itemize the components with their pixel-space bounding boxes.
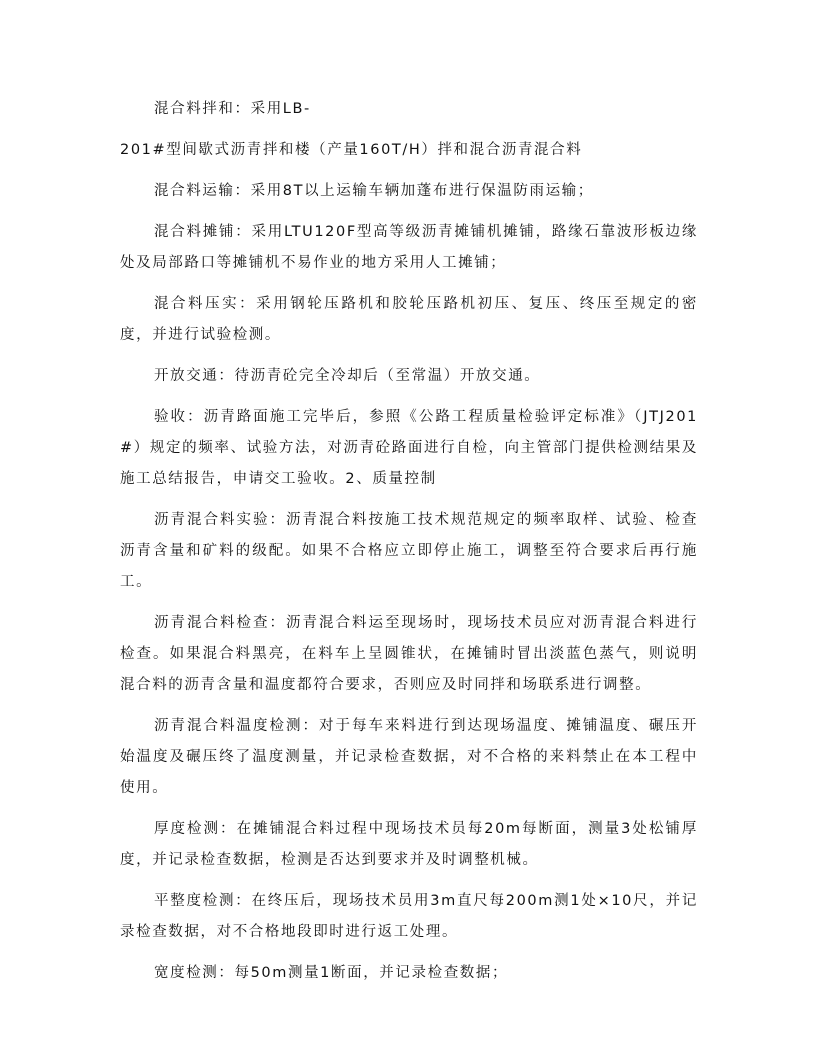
paragraph-mix-transport: 混合料运输：采用8T以上运输车辆加蓬布进行保温防雨运输； bbox=[154, 183, 594, 199]
paragraph-asphalt-test: 沥青混合料实验：沥青混合料按施工技术规范规定的频率取样、试验、检查沥青含量和矿料的级配。如果不合格应立即停止施工，调整至符合要求后再行施工。 bbox=[120, 512, 698, 590]
document-body bbox=[120, 94, 698, 999]
paragraph-open-traffic: 开放交通：待沥青砼完全冷却后（至常温）开放交通。 bbox=[154, 368, 541, 384]
paragraph-acceptance: 验收：沥青路面施工完毕后，参照《公路工程质量检验评定标准》（JTJ201#）规定的频率、试验方法，对沥青砼路面进行自检，向主管部门提供检测结果及施工总结报告，申请交工验收。2、质量控制 bbox=[120, 409, 698, 487]
paragraph-mix-compaction: 混合料压实：采用钢轮压路机和胶轮压路机初压、复压、终压至规定的密度，并进行试验检测。 bbox=[120, 296, 698, 343]
paragraph-width-check: 宽度检测：每50m测量1断面，并记录检查数据； bbox=[154, 965, 509, 981]
paragraph-mix-paving: 混合料摊铺：采用LTU120F型高等级沥青摊铺机摊铺，路缘石靠波形板边缘处及局部路口等摊铺机不易作业的地方采用人工摊铺； bbox=[120, 224, 698, 271]
paragraph-mix-stirring: 混合料拌和：采用LB- bbox=[154, 101, 311, 117]
paragraph-thickness-check: 厚度检测：在摊铺混合料过程中现场技术员每20m每断面，测量3处松铺厚度，并记录检查数据，检测是否达到要求并及时调整机械。 bbox=[120, 821, 698, 868]
paragraph-asphalt-inspection: 沥青混合料检查：沥青混合料运至现场时，现场技术员应对沥青混合料进行检查。如果混合料黑亮，在料车上呈圆锥状，在摊铺时冒出淡蓝色蒸气，则说明混合料的沥青含量和温度都符合要求，否则应及时同拌和场联系进行调整。 bbox=[120, 615, 698, 693]
paragraph-mix-stirring-continued: 201#型间歇式沥青拌和楼（产量160T/H）拌和混合沥青混合料 bbox=[120, 142, 583, 158]
paragraph-flatness-check: 平整度检测：在终压后，现场技术员用3m直尺每200m测1处×10尺，并记录检查数据，对不合格地段即时进行返工处理。 bbox=[120, 893, 698, 940]
paragraph-temperature-check: 沥青混合料温度检测：对于每车来料进行到达现场温度、摊铺温度、碾压开始温度及碾压终了温度测量，并记录检查数据，对不合格的来料禁止在本工程中使用。 bbox=[120, 718, 698, 796]
